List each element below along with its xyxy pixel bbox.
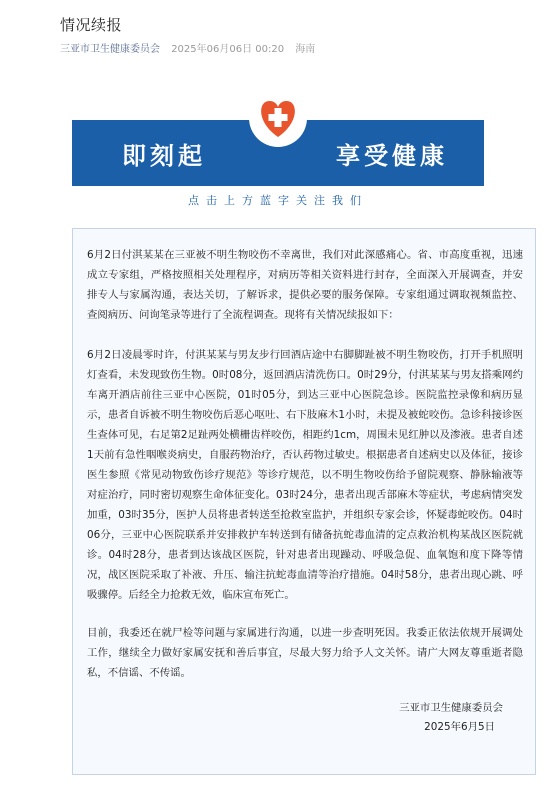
notice-paragraph-intro: 6月2日付淇某某在三亚被不明生物咬伤不幸离世，我们对此深感痛心。省、市高度重视，迅速成立专家组，严格按照相关处理程序，对病历等相关资料进行封存，全面深入开展调查，并安排专人与家属沟通，表达关切，了解诉求，提供必要的服务保障。专家组通过调取视频监控、查阅病历、问询笔录等进行了全流程调查。现将有关情况续报如下：: [87, 249, 523, 321]
notice-signature: 三亚市卫生健康委员会: [399, 702, 503, 714]
follow-tip: 点击上方蓝字关注我们: [188, 194, 368, 207]
notice-content-box: [72, 228, 536, 775]
article-title: 情况续报: [60, 16, 123, 34]
notice-sign-date: 2025年6月5日: [424, 721, 495, 733]
heart-cross-icon: [248, 88, 308, 148]
banner-right: [278, 120, 484, 186]
notice-paragraph-current: 目前，我委还在就尸检等问题与家属进行沟通，以进一步查明死因。我委正依法依规开展调处工作，继续全力做好家属安抚和善后事宜，尽最大努力给予人文关怀。请广大网友尊重逝者隐私，不信谣、不传谣。: [87, 627, 523, 679]
banner-left-text: 即刻起: [122, 141, 206, 170]
notice-paragraph-timeline: 6月2日凌晨零时许，付淇某某与男友步行回酒店途中右脚脚趾被不明生物咬伤，打开手机照明灯查看，未发现致伤生物。0时08分，返回酒店清洗伤口。0时29分，付淇某某与男友搭乘网约车离开酒店前往三亚中心医院，01时05分，到达三亚中心医院急诊。医院监控录像和病历显示，患者自诉被不明生物咬伤后恶心呕吐、右下肢麻木1小时，未提及被蛇咬伤。急诊科接诊医生查体可见，右足第2足趾两处横栅齿样咬伤，相距约1cm，周围未见红肿以及渗液。患者自述1天前有急性咽喉炎病史，自服药物治疗，否认药物过敏史。根据患者自述病史以及体征，接诊医生参照《常见动物致伤诊疗规范》等诊疗规范，以不明生物咬伤给予留院观察、静脉输液等对症治疗，同时密切观察生命体征变化。03时24分，患者出现舌部麻木等症状，考虑病情突发加重，03时35分，医护人员将患者转送至抢救室监护，并组织专家会诊，怀疑毒蛇咬伤。04时06分，三亚中心医院联系并安排救护车转送到有储备抗蛇毒血清的定点救治机构某战区医院就诊。04时28分，患者到达该战区医院，针对患者出现躁动、呼吸急促、血氧饱和度下降等情况，战区医院采取了补液、升压、输注抗蛇毒血清等治疗措施。04时58分，患者出现心跳、呼吸骤停。后经全力抢救无效，临床宣布死亡。: [87, 349, 523, 601]
publish-location: 海南: [295, 44, 316, 55]
publish-datetime: 2025年06月06日 00:20: [171, 44, 285, 55]
header-banner: [72, 120, 484, 186]
banner-right-text: 享受健康: [336, 141, 448, 170]
account-name-link[interactable]: 三亚市卫生健康委员会: [60, 44, 160, 55]
article-meta: [60, 40, 315, 55]
